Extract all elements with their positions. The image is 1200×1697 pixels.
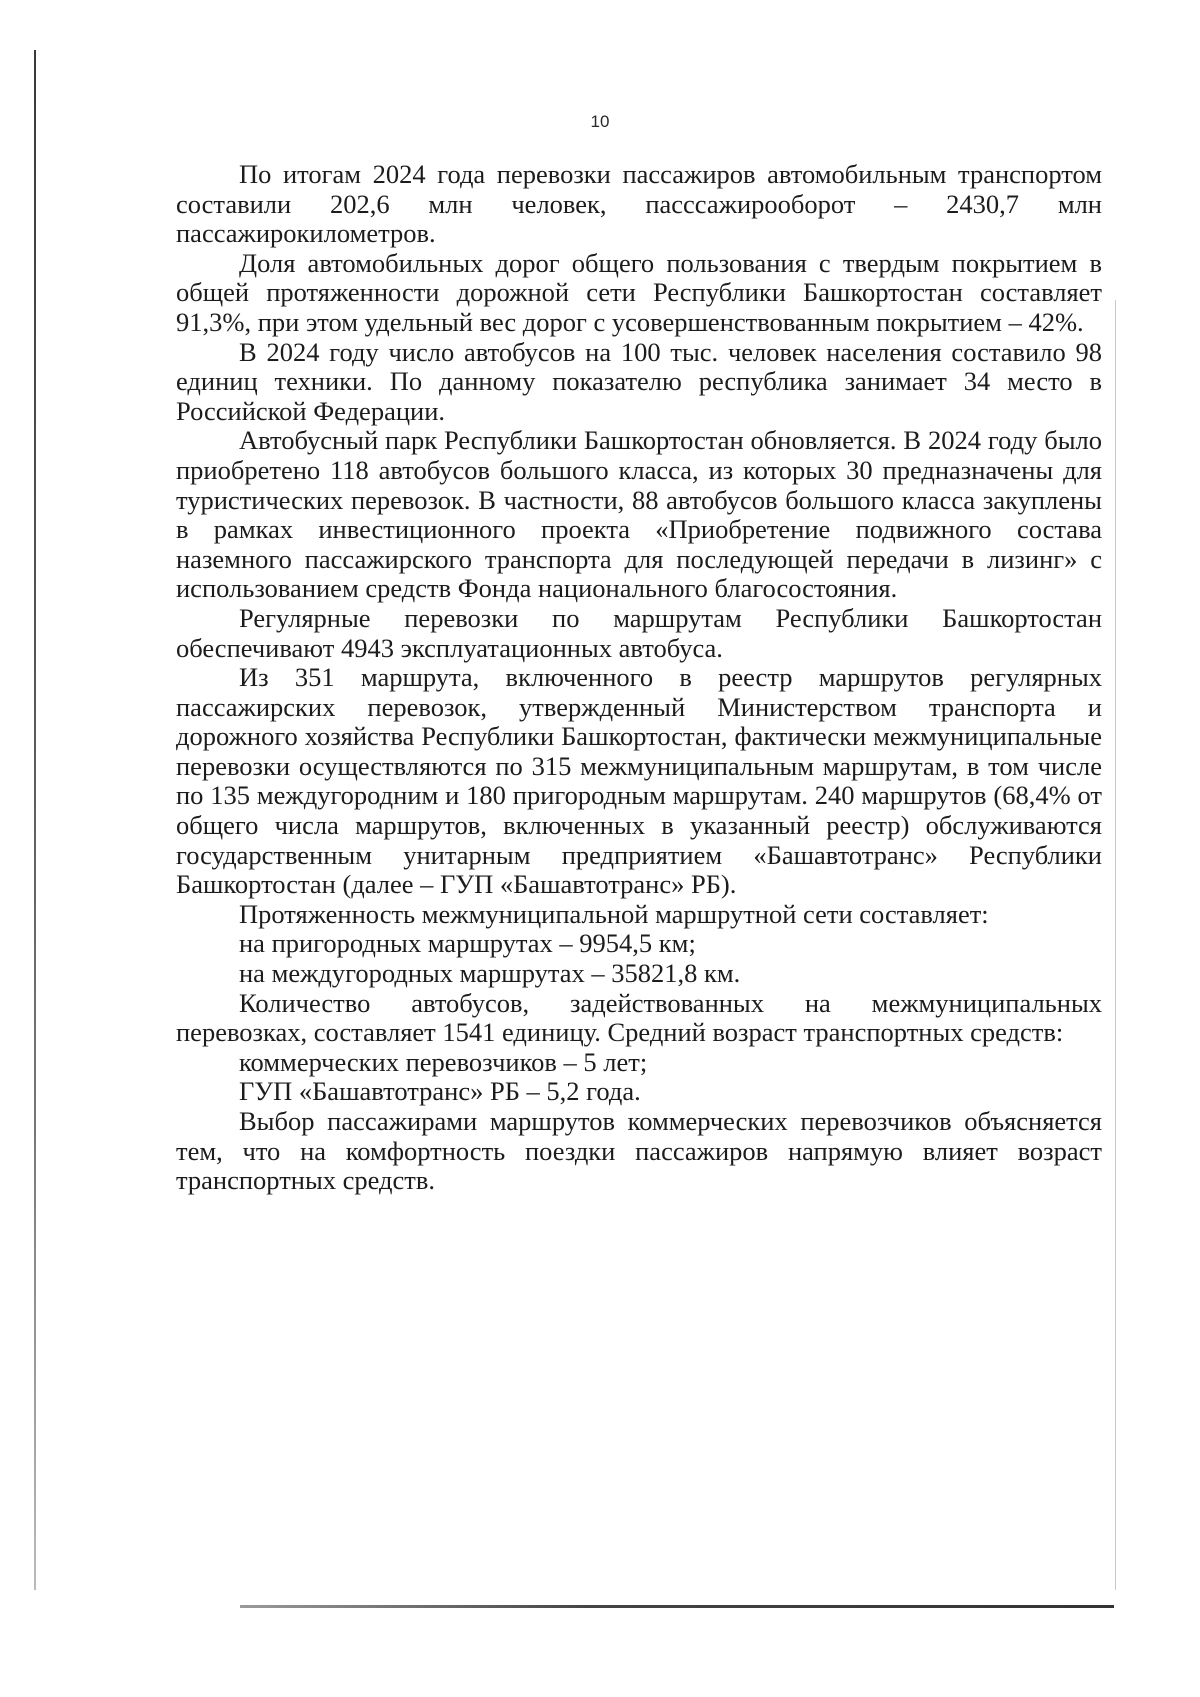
paragraph-fleet-renewal: Автобусный парк Республики Башкортостан обновляется. В 2024 году было приобретено 118 автобусов большого класса, из которых 30 предназначены для туристических перевозок. В частности, 88 автобусов большого класса закуплены в рамках инвестиционного проекта «Приобретение подвижного состава наземного пассажирского транспорта для последующей передачи в лизинг» с использованием средств Фонда национального благосостояния. xyxy=(176,425,1102,604)
document-body xyxy=(176,160,1102,1196)
paragraph-passenger-choice: Выбор пассажирами маршрутов коммерческих перевозчиков объясняется тем, что на комфортность поездки пассажиров напрямую влияет возраст транспортных средств. xyxy=(176,1106,1102,1196)
paragraph-network-length: Протяженность межмуниципальной маршрутной сети составляет: xyxy=(239,898,989,929)
scan-edge-right xyxy=(1115,300,1116,1590)
paragraph-buses-per-capita: В 2024 году число автобусов на 100 тыс. человек населения составило 98 единиц техники. По данному показателю республика занимает 34 место в Российской Федерации. xyxy=(176,336,1102,426)
scan-edge-bottom xyxy=(240,1605,1114,1608)
paragraph-route-registry: Из 351 маршрута, включенного в реестр маршрутов регулярных пассажирских перевозок, утвержденный Министерством транспорта и дорожного хозяйства Республики Башкортостан, фактически межмуниципальные перевозки осуществляются по 315 межмуниципальным маршрутам, в том числе по 135 междугородним и 180 пригородным маршрутам. 240 маршрутов (68,4% от общего числа маршрутов, включенных в указанный реестр) обслуживаются государственным унитарным предприятием «Башавтотранс» Республики Башкортостан (далее – ГУП «Башавтотранс» РБ). xyxy=(176,662,1102,900)
paragraph-road-coverage: Доля автомобильных дорог общего пользования с твердым покрытием в общей протяженности дорожной сети Республики Башкортостан составляет 91,3%, при этом удельный вес дорог с усовершенствованным покрытием – 42%. xyxy=(176,247,1102,337)
list-item-gup-age: ГУП «Башавтотранс» РБ – 5,2 года. xyxy=(239,1076,641,1107)
list-item-intercity-length: на междугородных маршрутах – 35821,8 км. xyxy=(239,958,741,989)
scan-edge-left xyxy=(34,50,36,1590)
paragraph-regular-transport: Регулярные перевозки по маршрутам Республики Башкортостан обеспечивают 4943 эксплуатационных автобуса. xyxy=(176,602,1102,663)
paragraph-passenger-traffic: По итогам 2024 года перевозки пассажиров автомобильным транспортом составили 202,6 млн человек, пасссажирооборот – 2430,7 млн пассажирокилометров. xyxy=(176,159,1102,249)
page-number: 10 xyxy=(590,112,610,131)
paragraph-bus-count: Количество автобусов, задействованных на межмуниципальных перевозках, составляет 1541 единицу. Средний возраст транспортных средств: xyxy=(176,987,1102,1048)
list-item-commercial-age: коммерческих перевозчиков – 5 лет; xyxy=(239,1046,648,1077)
list-item-suburban-length: на пригородных маршрутах – 9954,5 км; xyxy=(239,928,696,959)
